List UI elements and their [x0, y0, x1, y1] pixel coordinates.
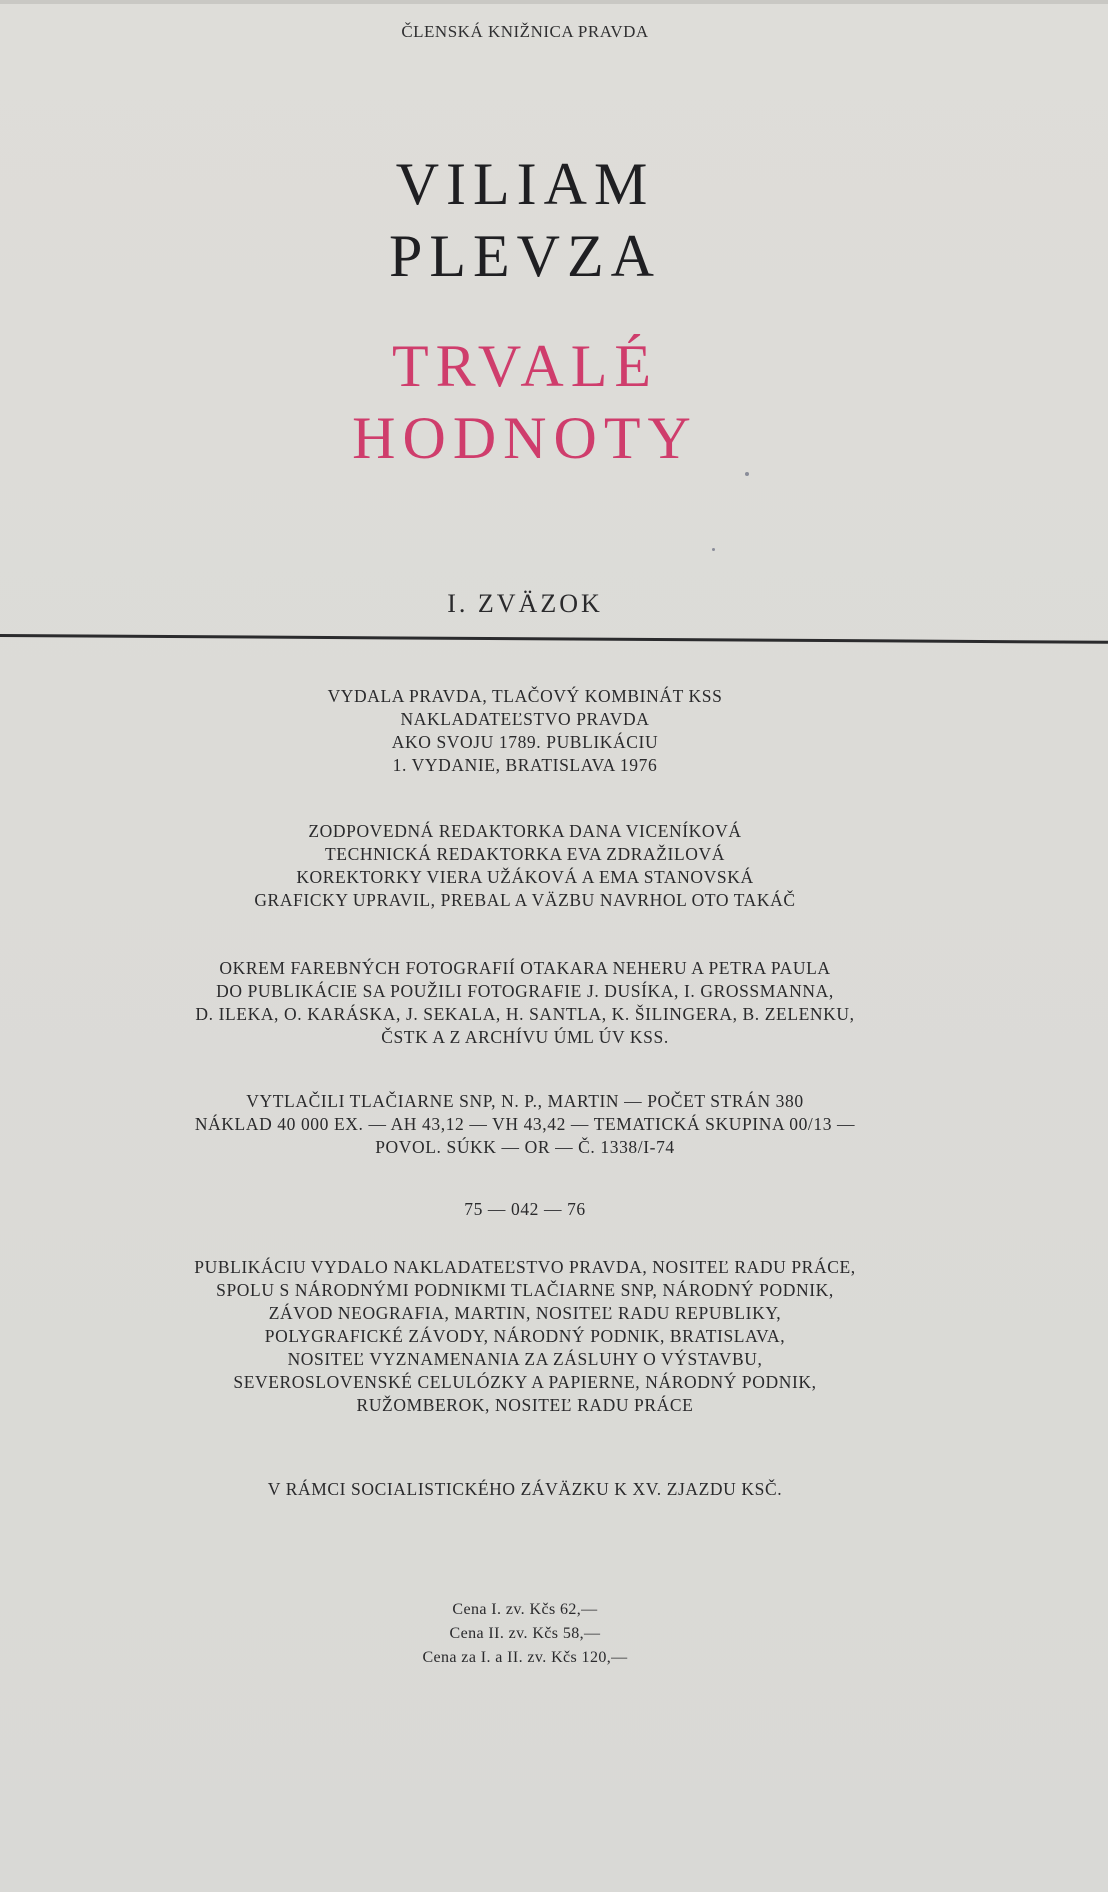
photo-credits-line: OKREM FAREBNÝCH FOTOGRAFIÍ OTAKARA NEHERU A PETRA PAULA [219, 958, 831, 978]
acknowledgement-line: NOSITEĽ VYZNAMENANIA ZA ZÁSLUHY O VÝSTAVBU, [287, 1349, 763, 1369]
page-top-edge [0, 0, 1108, 4]
paper-speck [712, 548, 715, 551]
photo-credits-line: ČSTK A Z ARCHÍVU ÚML ÚV KSS. [381, 1027, 669, 1047]
printing-line: NÁKLAD 40 000 EX. — AH 43,12 — VH 43,42 — TEMATICKÁ SKUPINA 00/13 — [194, 1114, 856, 1134]
publication-info [0, 685, 1050, 777]
author-first-name: VILIAM [395, 151, 655, 217]
publication-line: VYDALA PRAVDA, TLAČOVÝ KOMBINÁT KSS [327, 686, 723, 706]
price-list [0, 1598, 1050, 1670]
editors-line: GRAFICKY UPRAVIL, PREBAL A VÄZBU NAVRHOL OTO TAKÁČ [254, 890, 796, 910]
catalog-code [0, 1198, 1050, 1221]
price-line: Cena I. zv. Kčs 62,— [452, 1601, 598, 1618]
editors-line: TECHNICKÁ REDAKTORKA EVA ZDRAŽILOVÁ [324, 844, 725, 864]
acknowledgement [0, 1256, 1050, 1417]
price-line: Cena za I. a II. zv. Kčs 120,— [422, 1649, 628, 1666]
printing-line: VYTLAČILI TLAČIARNE SNP, N. P., MARTIN — POČET STRÁN 380 [246, 1091, 804, 1111]
acknowledgement-line: SEVEROSLOVENSKÉ CELULÓZKY A PAPIERNE, NÁRODNÝ PODNIK, [233, 1372, 817, 1392]
acknowledgement-line: RUŽOMBEROK, NOSITEĽ RADU PRÁCE [356, 1395, 694, 1415]
acknowledgement-line: SPOLU S NÁRODNÝMI PODNIKMI TLAČIARNE SNP, NÁRODNÝ PODNIK, [216, 1280, 834, 1300]
printing-info [0, 1090, 1050, 1159]
acknowledgement-line: POLYGRAFICKÉ ZÁVODY, NÁRODNÝ PODNIK, BRATISLAVA, [264, 1326, 786, 1346]
series-name: ČLENSKÁ KNIŽNICA PRAVDA [401, 22, 649, 41]
editors-info [0, 820, 1050, 912]
commitment-text: V RÁMCI SOCIALISTICKÉHO ZÁVÄZKU K XV. ZJAZDU KSČ. [267, 1479, 783, 1499]
editors-line: ZODPOVEDNÁ REDAKTORKA DANA VICENÍKOVÁ [308, 821, 742, 841]
title-line: TRVALÉ [391, 333, 659, 399]
price-line: Cena II. zv. Kčs 58,— [449, 1625, 601, 1642]
editors-line: KOREKTORKY VIERA UŽÁKOVÁ A EMA STANOVSKÁ [296, 867, 754, 887]
photo-credits [0, 957, 1050, 1049]
horizontal-rule [0, 634, 1108, 644]
printing-line: POVOL. SÚKK — OR — Č. 1338/I-74 [375, 1137, 675, 1157]
author-name [0, 148, 1050, 292]
volume-label: I. ZVÄZOK [447, 589, 603, 618]
acknowledgement-line: PUBLIKÁCIU VYDALO NAKLADATEĽSTVO PRAVDA, NOSITEĽ RADU PRÁCE, [194, 1257, 856, 1277]
publication-line: NAKLADATEĽSTVO PRAVDA [400, 709, 650, 729]
author-last-name: PLEVZA [389, 223, 661, 289]
paper-speck [745, 472, 749, 476]
acknowledgement-line: ZÁVOD NEOGRAFIA, MARTIN, NOSITEĽ RADU REPUBLIKY, [268, 1303, 782, 1323]
photo-credits-line: D. ILEKA, O. KARÁSKA, J. SEKALA, H. SANTLA, K. ŠILINGERA, B. ZELENKU, [195, 1004, 855, 1024]
publication-line: AKO SVOJU 1789. PUBLIKÁCIU [391, 732, 659, 752]
title-line: HODNOTY [352, 405, 698, 471]
photo-credits-line: DO PUBLIKÁCIE SA POUŽILI FOTOGRAFIE J. DUSÍKA, I. GROSSMANNA, [216, 981, 834, 1001]
publication-line: 1. VYDANIE, BRATISLAVA 1976 [392, 755, 658, 775]
commitment-note [0, 1478, 1050, 1501]
catalog-code-text: 75 — 042 — 76 [464, 1199, 586, 1219]
book-title [0, 330, 1050, 474]
